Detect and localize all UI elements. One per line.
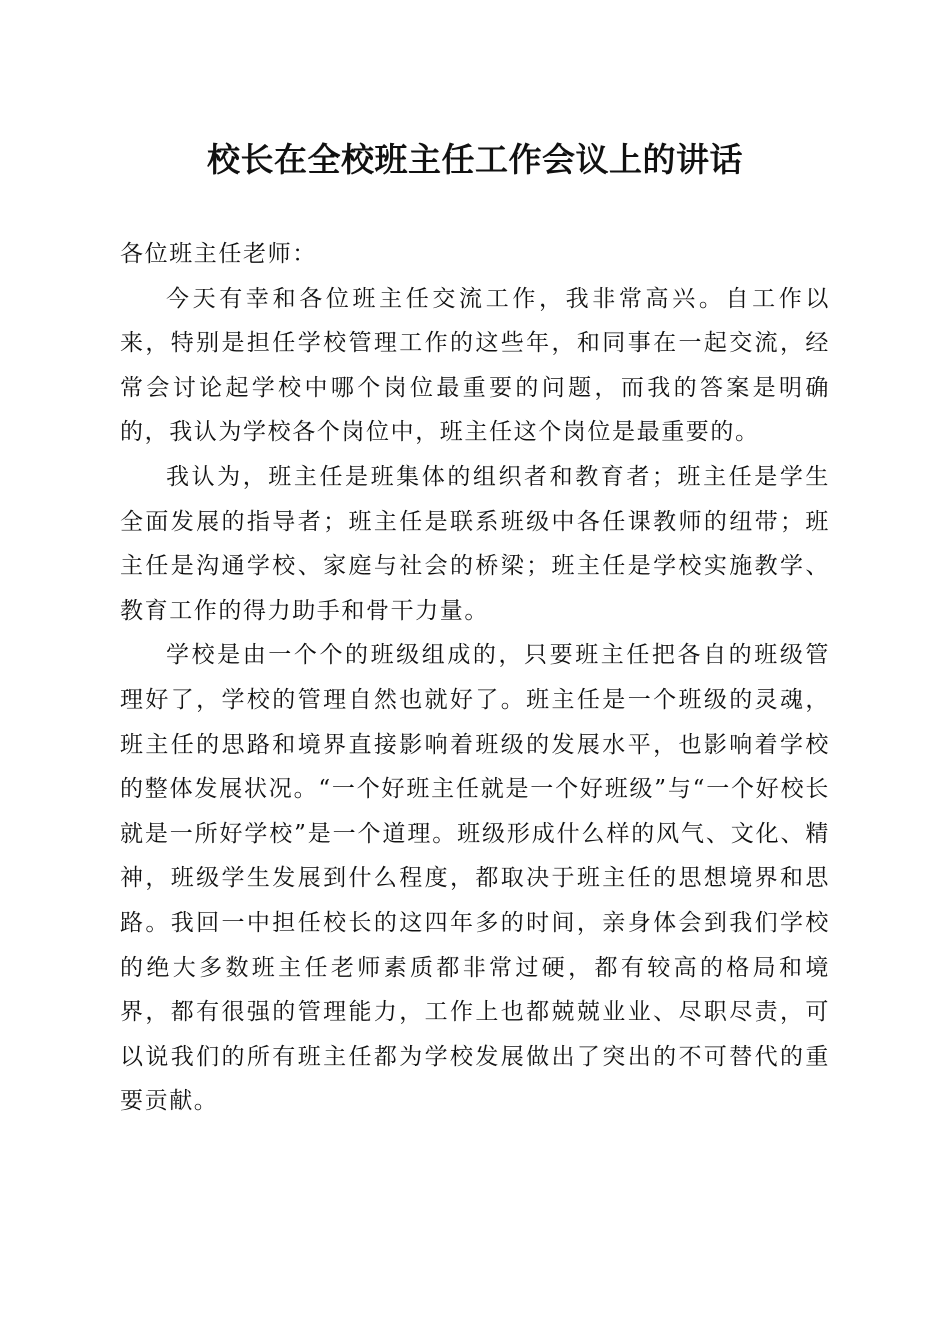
document-body — [120, 232, 830, 1124]
paragraph-3: 学校是由一个个的班级组成的，只要班主任把各自的班级管理好了，学校的管理自然也就好了。班主任是一个班级的灵魂，班主任的思路和境界直接影响着班级的发展水平，也影响着学校的整体发展状况。“一个好班主任就是一个好班级”与“一个好校长就是一所好学校”是一个道理。班级形成什么样的风气、文化、精神，班级学生发展到什么程度，都取决于班主任的思想境界和思路。我回一中担任校长的这四年多的时间，亲身体会到我们学校的绝大多数班主任老师素质都非常过硬，都有较高的格局和境界，都有很强的管理能力，工作上也都兢兢业业、尽职尽责，可以说我们的所有班主任都为学校发展做出了突出的不可替代的重要贡献。 — [120, 642, 830, 1115]
paragraph-2: 我认为，班主任是班集体的组织者和教育者；班主任是学生全面发展的指导者；班主任是联系班级中各任课教师的纽带；班主任是沟通学校、家庭与社会的桥梁；班主任是学校实施教学、教育工作的得力助手和骨干力量。 — [120, 463, 830, 624]
document-title: 校长在全校班主任工作会议上的讲话 — [207, 140, 743, 179]
paragraph-1: 今天有幸和各位班主任交流工作，我非常高兴。自工作以来，特别是担任学校管理工作的这些年，和同事在一起交流，经常会讨论起学校中哪个岗位最重要的问题，而我的答案是明确的，我认为学校各个岗位中，班主任这个岗位是最重要的。 — [120, 285, 830, 446]
salutation: 各位班主任老师： — [120, 241, 317, 267]
